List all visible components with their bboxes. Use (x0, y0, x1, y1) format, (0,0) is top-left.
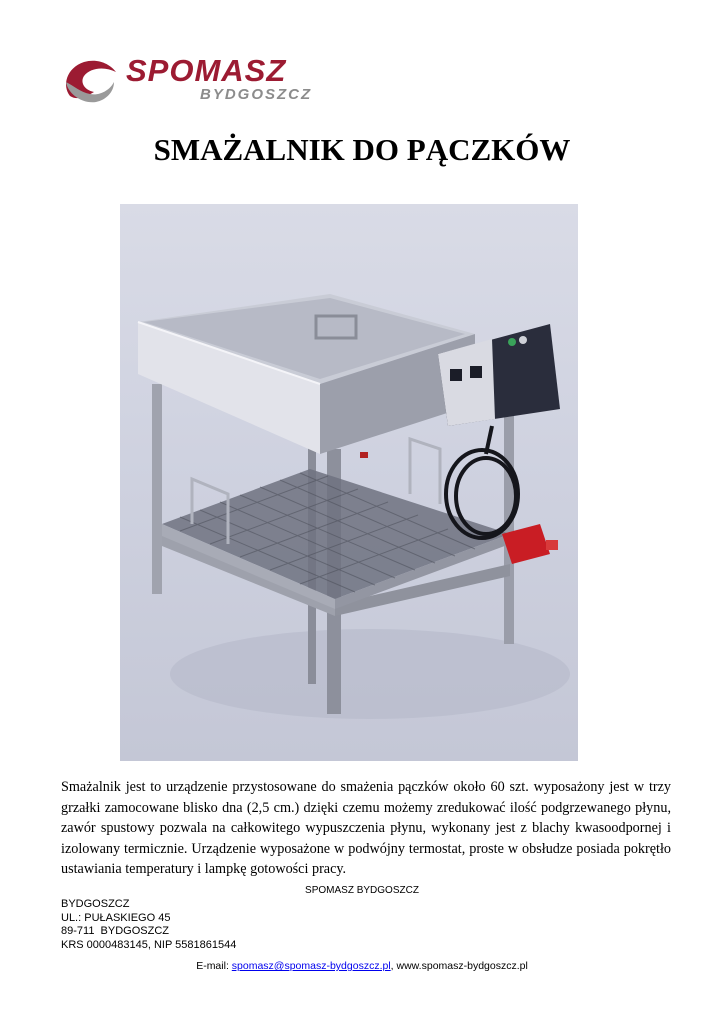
page-title: SMAŻALNIK DO PĄCZKÓW (153, 132, 571, 167)
website-separator: , (390, 960, 397, 972)
donut-fryer-product-photo (120, 204, 578, 761)
company-logo (60, 52, 330, 112)
spomasz-swirl-logo-icon (60, 52, 120, 108)
footer-contact (0, 960, 724, 972)
address-line: 89-711 BYDGOSZCZ (61, 925, 169, 937)
footer-company: SPOMASZ BYDGOSZCZ (305, 885, 419, 896)
email-label: E-mail: (196, 960, 232, 972)
product-photo (120, 204, 578, 761)
footer-address (61, 898, 236, 952)
address-line: BYDGOSZCZ (61, 898, 130, 910)
logo-city: BYDGOSZCZ (200, 86, 313, 103)
logo-name: SPOMASZ (126, 53, 287, 88)
address-line: KRS 0000483145, NIP 5581861544 (61, 938, 237, 951)
address-line: UL.: PUŁASKIEGO 45 (61, 911, 171, 924)
website-text: www.spomasz-bydgoszcz.pl (396, 960, 528, 972)
email-link[interactable]: spomasz@spomasz-bydgoszcz.pl (231, 960, 391, 972)
product-description: Smażalnik jest to urządzenie przystosowane do smażenia pączków około 60 szt. wyposażony jest w trzy grzałki zamocowane blisko dna (2,5 cm.) dzięki czemu możemy zredukować ilość podgrzewanego płynu, zawór spustowy pozwala na całkowitego wypuszczenia płynu, wykonany jest z blachy kwasoodpornej i izolowany termicznie. Urządzenie wyposażone w podwójny termostat, proste w obsłudze posiada pokrętło ustawiania temperatury i lampkę gotowości pracy. (61, 779, 671, 877)
